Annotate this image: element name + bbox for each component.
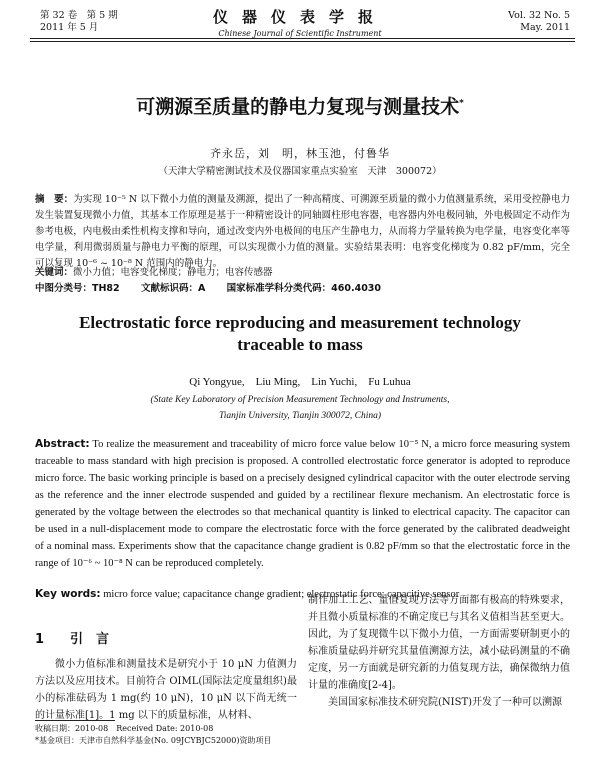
paper-title-cn bbox=[60, 92, 540, 119]
affiliation-cn: （天津大学精密测试技术及仪器国家重点实验室 天津 300072） bbox=[158, 166, 442, 177]
abstract-en-text: To realize the measurement and traceability of micro force value below 10⁻⁵ N, a micro force measuring system traceable to mass standard with high precision is proposed. A controlled electrostatic force generator is adopted to reproduce micro force. The basic working principle is based on a precisely designed cylindrical capacitor with the outer electrode serving as the reference and the inner electrode suspended and guided by a rectilinear flexure mechanism. An electrostatic force is generated by the voltage between the electrodes so that mechanical quantity is linked to electrical capacity. The capacitor can be used in a null-displacement mode to compare the electrostatic force with the force generated by the calibrated deadweight of a nominal mass. Experiments show that the capacitance change gradient is 0.82 pF/mm so that the electrostatic force in the range of 10⁻⁶ ~ 10⁻⁸ N can be reproduced completely. bbox=[35, 439, 570, 569]
body-column-right bbox=[308, 592, 570, 711]
classification-row bbox=[35, 280, 570, 294]
keywords-en-label: Key words: bbox=[35, 588, 101, 600]
footnote-block bbox=[35, 723, 297, 747]
authors-cn: 齐永岳，刘 明，林玉池，付鲁华 bbox=[210, 147, 390, 160]
clc-code: 中图分类号：TH82 bbox=[35, 283, 120, 294]
authors-en: Qi Yongyue, Liu Ming, Lin Yuchi, Fu Luhua bbox=[189, 376, 411, 388]
section-title: 引 言 bbox=[70, 632, 110, 647]
body-column-left: 微小力值标准和测量技术是研究小于 10 μN 力值测力方法以及应用技术。目前符合 OIML(国际法定度量组织)最小的标准砝码为 1 mg(约 10 μN)，10 μN 以下尚无统一的计量标准[1]。1 mg 以下的质量标准，从材料、 bbox=[35, 659, 297, 721]
body-right-paragraph-1: 制作加工工艺、量值复现方法等方面都有极高的特殊要求，并且微小质量标准的不确定度已与其名义值相当甚至更大。因此，为了复现微牛以下微小力值，一方面需要研制更小的标准质量砝码并研究其量值溯源方法，减小砝码测量的不确定度，另一方面就是研究新的力值复现方法，确保微纳力值计量的准确度[2-4]。 bbox=[308, 595, 570, 691]
date-en: May. 2011 bbox=[520, 22, 570, 33]
section-heading bbox=[35, 628, 135, 647]
journal-name-block bbox=[180, 6, 420, 38]
header-issue-en-block bbox=[508, 10, 570, 34]
title-footnote-mark: * bbox=[459, 98, 464, 109]
date-cn: 2011 年 5 月 bbox=[40, 22, 99, 33]
volume-issue: 第 32 卷 第 5 期 bbox=[40, 10, 118, 21]
journal-name-en: Chinese Journal of Scientific Instrument bbox=[218, 29, 382, 38]
title-cn-text: 可溯源至质量的静电力复现与测量技术 bbox=[136, 96, 460, 118]
affiliation-en bbox=[60, 392, 540, 424]
doc-code: 文献标识码：A bbox=[140, 283, 206, 294]
abstract-cn-label: 摘 要： bbox=[35, 194, 74, 205]
header-volume-block bbox=[40, 10, 118, 34]
affiliation-en-line2: Tianjin University, Tianjin 300072, China) bbox=[218, 411, 382, 421]
abstract-en bbox=[35, 436, 570, 572]
volume-en: Vol. 32 No. 5 bbox=[508, 10, 570, 21]
received-date: 收稿日期：2010-08 Received Date: 2010-08 bbox=[35, 724, 214, 733]
body-right-paragraph-2: 美国国家标准技术研究院(NIST)开发了一种可以溯源 bbox=[328, 697, 563, 708]
keywords-cn-label: 关键词： bbox=[35, 267, 74, 278]
subject-code: 国家标准学科分类代码：460.4030 bbox=[226, 283, 382, 294]
abstract-cn-text: 为实现 10⁻⁵ N 以下微小力值的测量及溯源，提出了一种高精度、可溯源至质量的微小力值测量系统，采用受控静电力发生装置复现微小力值，其基本工作原理是基于一种精密设计的同轴圆柱形电容器，电容器内外电极同轴，外电极固定不动作为参考电极，内电极由柔性机构支撑和导向，通过改变内外电极间的电压产生静电力，从而将力学量转换为电学量，电容变化率等电学量，利用微弱质量与静电力平衡的原理，可以实现微小力值的测量。实验结果表明：电容变化梯度为 0.82 pF/mm，完全可以复现 10⁻⁶ ~ 10⁻⁸ N 范围内的静电力。 bbox=[35, 194, 570, 269]
keywords-cn bbox=[35, 264, 570, 278]
section-number: 1 bbox=[35, 632, 45, 647]
keywords-cn-text: 微小力值；电容变化梯度；静电力；电容传感器 bbox=[73, 267, 273, 278]
footnote-rule bbox=[35, 720, 115, 721]
header-rule-thin bbox=[30, 41, 575, 42]
header-rule bbox=[30, 38, 575, 39]
abstract-en-label: Abstract: bbox=[35, 438, 90, 450]
journal-name-cn: 仪器仪表学报 bbox=[212, 8, 387, 26]
fund-note: *基金项目：天津市自然科学基金(No. 09JCYBJC52000)资助项目 bbox=[35, 736, 272, 745]
paper-title-en: Electrostatic force reproducing and measurement technology traceable to mass bbox=[79, 313, 521, 354]
abstract-cn bbox=[35, 192, 570, 272]
affiliation-en-line1: (State Key Laboratory of Precision Measurement Technology and Instruments, bbox=[150, 395, 450, 405]
keywords-en-text: micro force value; capacitance change gradient; electrostatic force; capacitive sensor bbox=[103, 589, 460, 600]
